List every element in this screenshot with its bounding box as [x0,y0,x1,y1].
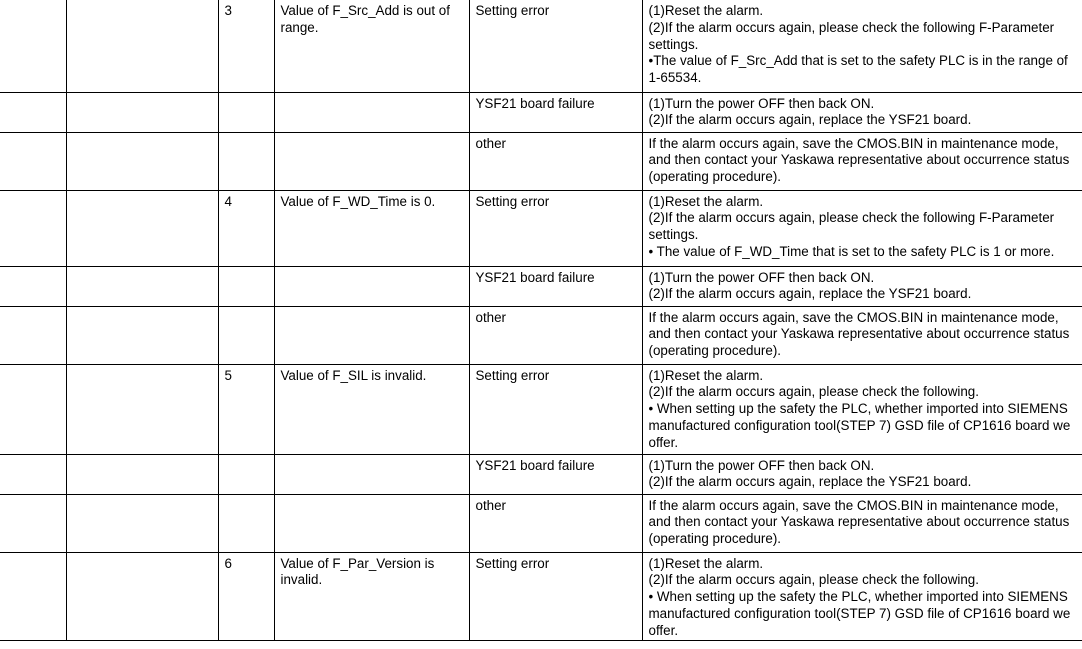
alarm-detail-cell [274,132,469,190]
alarm-subcode-cell [218,92,274,132]
remedy-line: (2)If the alarm occurs again, replace the YSF21 board. [648,286,972,302]
remedy-line: (1)Turn the power OFF then back ON. [648,269,875,285]
remedy-line: •The value of F_Src_Add that is set to the safety PLC is in the range of 1-65534. [648,53,1068,86]
remedy-line: (1)Turn the power OFF then back ON. [648,457,875,473]
remedy-line: (1)Reset the alarm. [648,367,764,383]
remedy-line: (1)Reset the alarm. [648,3,764,18]
alarm-detail-cell: Value of F_SIL is invalid. [274,364,469,454]
remedy-line: (2)If the alarm occurs again, please check the following. [648,572,979,588]
alarm-detail-cell [274,454,469,494]
blank-cell-a [0,552,66,641]
alarm-cause-cell: other [469,132,642,190]
remedy-line: (2)If the alarm occurs again, please check the following F-Parameter settings. [648,210,1055,243]
remedy-line: • When setting up the safety the PLC, whether imported into SIEMENS manufactured configuration tool(STEP 7) GSD file of CP1616 board we offer. [648,589,1071,638]
blank-cell-b [66,132,218,190]
remedy-line: (2)If the alarm occurs again, replace the YSF21 board. [648,112,972,128]
alarm-subcode-cell: 4 [218,190,274,266]
remedy-line: (2)If the alarm occurs again, replace the YSF21 board. [648,474,972,490]
alarm-detail-cell: Value of F_WD_Time is 0. [274,190,469,266]
alarm-subcode-cell [218,494,274,552]
blank-cell-a [0,266,66,306]
remedy-line: (1)Turn the power OFF then back ON. [648,95,875,111]
table-row [0,552,1082,641]
alarm-cause-cell: Setting error [469,0,642,92]
alarm-cause-cell: other [469,306,642,364]
table-row [0,494,1082,552]
blank-cell-b [66,190,218,266]
alarm-detail-cell: Value of F_Par_Version is invalid. [274,552,469,641]
alarm-detail-cell [274,306,469,364]
blank-cell-b [66,552,218,641]
alarm-subcode-cell [218,132,274,190]
blank-cell-a [0,132,66,190]
blank-cell-a [0,454,66,494]
alarm-remedy-cell [642,454,1082,494]
remedy-line: If the alarm occurs again, save the CMOS.BIN in maintenance mode, and then contact your Yaskawa representative about occurrence status (operating procedure). [648,497,1070,547]
alarm-cause-cell: YSF21 board failure [469,266,642,306]
blank-cell-b [66,364,218,454]
remedy-line: If the alarm occurs again, save the CMOS.BIN in maintenance mode, and then contact your Yaskawa representative about occurrence status (operating procedure). [648,309,1070,359]
remedy-line: • The value of F_WD_Time that is set to the safety PLC is 1 or more. [648,243,1055,259]
alarm-remedy-cell [642,364,1082,454]
blank-cell-b [66,454,218,494]
blank-cell-a [0,190,66,266]
alarm-cause-cell: YSF21 board failure [469,454,642,494]
alarm-remedy-cell [642,132,1082,190]
blank-cell-a [0,364,66,454]
alarm-remedy-cell [642,92,1082,132]
table-row [0,266,1082,306]
blank-cell-a [0,0,66,92]
table-row [0,190,1082,266]
remedy-line: (2)If the alarm occurs again, please check the following F-Parameter settings. [648,19,1055,52]
alarm-cause-cell: Setting error [469,552,642,641]
remedy-line: (1)Reset the alarm. [648,193,764,209]
remedy-line: (1)Reset the alarm. [648,555,764,571]
alarm-remedy-cell [642,266,1082,306]
alarm-subcode-cell: 3 [218,0,274,92]
alarm-detail-cell [274,494,469,552]
blank-cell-a [0,306,66,364]
table-row [0,364,1082,454]
alarm-cause-cell: other [469,494,642,552]
blank-cell-b [66,306,218,364]
alarm-subcode-cell: 5 [218,364,274,454]
alarm-cause-cell: YSF21 board failure [469,92,642,132]
alarm-remedy-cell [642,190,1082,266]
table-row [0,92,1082,132]
alarm-remedy-cell [642,0,1082,92]
alarm-remedy-cell [642,552,1082,641]
blank-cell-b [66,494,218,552]
alarm-detail-cell: Value of F_Src_Add is out of range. [274,0,469,92]
blank-cell-a [0,494,66,552]
table-row [0,306,1082,364]
alarm-detail-cell [274,92,469,132]
remedy-line: If the alarm occurs again, save the CMOS.BIN in maintenance mode, and then contact your Yaskawa representative about occurrence status (operating procedure). [648,135,1070,185]
alarm-subcode-cell: 6 [218,552,274,641]
alarm-cause-cell: Setting error [469,364,642,454]
blank-cell-b [66,92,218,132]
alarm-subcode-cell [218,454,274,494]
alarm-subcode-cell [218,266,274,306]
blank-cell-b [66,0,218,92]
alarm-remedy-cell [642,306,1082,364]
blank-cell-b [66,266,218,306]
table-row [0,454,1082,494]
alarm-remedy-cell [642,494,1082,552]
remedy-line: • When setting up the safety the PLC, whether imported into SIEMENS manufactured configuration tool(STEP 7) GSD file of CP1616 board we offer. [648,401,1071,450]
blank-cell-a [0,92,66,132]
table-row [0,0,1082,92]
alarm-subcode-cell [218,306,274,364]
alarm-detail-cell [274,266,469,306]
table-row [0,132,1082,190]
alarm-cause-cell: Setting error [469,190,642,266]
remedy-line: (2)If the alarm occurs again, please check the following. [648,384,979,400]
